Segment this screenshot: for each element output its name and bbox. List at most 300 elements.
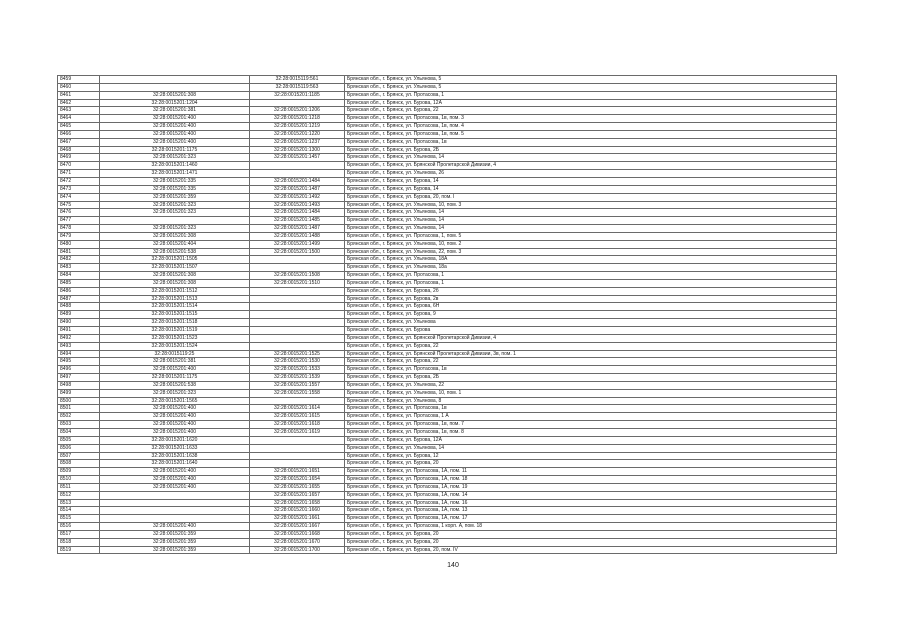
row-number-cell: 8487 [58,295,100,303]
table-row [58,530,837,538]
parcel-number-cell: 32:28:0015201:400 [100,523,250,531]
row-number-cell: 8467 [58,138,100,146]
object-number-cell: 32:28:0015201:1219 [250,123,345,131]
object-number-cell: 32:28:0015201:1525 [250,350,345,358]
row-number-cell: 8494 [58,350,100,358]
parcel-number-cell: 32:28:0015201:381 [100,358,250,366]
object-number-cell: 32:28:0015201:1457 [250,154,345,162]
address-cell: Брянская обл., г. Брянск, ул. Ульянова, 26 [345,170,837,178]
address-cell: Брянская обл., г. Брянск, ул. Ульянова, 14 [345,217,837,225]
table-row [58,99,837,107]
table-row [58,515,837,523]
table-row [58,225,837,233]
row-number-cell: 8502 [58,413,100,421]
object-number-cell [250,342,345,350]
object-number-cell: 32:28:0015201:1508 [250,272,345,280]
page-number: 140 [447,562,459,569]
object-number-cell: 32:28:0015201:1661 [250,515,345,523]
row-number-cell: 8492 [58,334,100,342]
row-number-cell: 8506 [58,444,100,452]
table-row [58,342,837,350]
address-cell: Брянская обл., г. Брянск, ул. Протасова, 1 [345,279,837,287]
table-row [58,83,837,91]
address-cell: Брянская обл., г. Брянск, ул. Протасова, 1в [345,138,837,146]
object-number-cell: 32:28:0015201:1499 [250,240,345,248]
row-number-cell: 8491 [58,327,100,335]
object-number-cell: 32:28:0015201:1668 [250,530,345,538]
object-number-cell: 32:28:0015201:1700 [250,546,345,554]
row-number-cell: 8500 [58,397,100,405]
table-row [58,405,837,413]
object-number-cell: 32:28:0015201:1218 [250,115,345,123]
parcel-number-cell: 32:28:0015201:1518 [100,319,250,327]
object-number-cell: 32:28:0015201:1300 [250,146,345,154]
row-number-cell: 8480 [58,240,100,248]
row-number-cell: 8489 [58,311,100,319]
address-cell: Брянская обл., г. Брянск, ул. Ульянова, 18а [345,264,837,272]
object-number-cell: 32:28:0015201:1487 [250,225,345,233]
object-number-cell: 32:28:0015201:1654 [250,476,345,484]
object-number-cell [250,264,345,272]
row-number-cell: 8477 [58,217,100,225]
address-cell: Брянская обл., г. Брянск, ул. Протасова, 1А, пом. 16 [345,499,837,507]
object-number-cell: 32:28:0015201:1487 [250,185,345,193]
parcel-number-cell: 32:28:0015201:1523 [100,334,250,342]
table-row [58,201,837,209]
row-number-cell: 8471 [58,170,100,178]
address-cell: Брянская обл., г. Брянск, ул. Ульянова, 22 [345,381,837,389]
address-cell: Брянская обл., г. Брянск, ул. Протасова, 1А, пом. 17 [345,515,837,523]
parcel-number-cell: 32:28:0015201:323 [100,389,250,397]
table-row [58,170,837,178]
address-cell: Брянская обл., г. Брянск, ул. Протасова, 1в [345,366,837,374]
parcel-number-cell: 32:28:0015201:323 [100,154,250,162]
parcel-number-cell: 32:28:0015201:335 [100,185,250,193]
table-row [58,295,837,303]
parcel-number-cell: 32:28:0015201:1524 [100,342,250,350]
table-row [58,193,837,201]
row-number-cell: 8503 [58,421,100,429]
registry-table-container [57,75,836,554]
address-cell: Брянская обл., г. Брянск, ул. Протасова, 1в, пом. 7 [345,421,837,429]
row-number-cell: 8496 [58,366,100,374]
address-cell: Брянская обл., г. Брянск, ул. Протасова, 1 [345,91,837,99]
row-number-cell: 8461 [58,91,100,99]
object-number-cell: 32:28:0015201:1619 [250,428,345,436]
parcel-number-cell: 32:28:0015201:400 [100,476,250,484]
object-number-cell: 32:28:0015201:1657 [250,491,345,499]
object-number-cell [250,327,345,335]
address-cell: Брянская обл., г. Брянск, ул. Бурова, 22 [345,358,837,366]
parcel-number-cell [100,83,250,91]
table-row [58,248,837,256]
address-cell: Брянская обл., г. Брянск, ул. Бурова [345,327,837,335]
table-row [58,491,837,499]
address-cell: Брянская обл., г. Брянск, ул. Ульянова, 14 [345,209,837,217]
parcel-number-cell: 32:28:0015201:323 [100,209,250,217]
table-row [58,421,837,429]
row-number-cell: 8517 [58,530,100,538]
address-cell: Брянская обл., г. Брянск, ул. Протасова, 1 корп. А, пом. 18 [345,523,837,531]
parcel-number-cell: 32:28:0015201:381 [100,107,250,115]
address-cell: Брянская обл., г. Брянск, ул. Ульянова, 10, пом. 3 [345,201,837,209]
object-number-cell: 32:28:0015119:563 [250,83,345,91]
object-number-cell [250,460,345,468]
address-cell: Брянская обл., г. Брянск, ул. Протасова, 1в [345,405,837,413]
row-number-cell: 8518 [58,538,100,546]
object-number-cell: 32:28:0015201:1539 [250,374,345,382]
table-row [58,240,837,248]
table-row [58,232,837,240]
row-number-cell: 8483 [58,264,100,272]
parcel-number-cell [100,515,250,523]
table-row [58,366,837,374]
table-row [58,507,837,515]
row-number-cell: 8462 [58,99,100,107]
parcel-number-cell: 32:28:0015201:1512 [100,287,250,295]
parcel-number-cell: 32:28:0015201:1505 [100,256,250,264]
object-number-cell [250,162,345,170]
address-cell: Брянская обл., г. Брянск, ул. Бурова, 12А [345,99,837,107]
table-row [58,130,837,138]
row-number-cell: 8470 [58,162,100,170]
row-number-cell: 8507 [58,452,100,460]
parcel-number-cell: 32:28:0015201:323 [100,201,250,209]
table-row [58,350,837,358]
table-row [58,546,837,554]
parcel-number-cell: 32:28:0015201:1519 [100,327,250,335]
row-number-cell: 8472 [58,177,100,185]
object-number-cell: 32:28:0015201:1557 [250,381,345,389]
row-number-cell: 8508 [58,460,100,468]
parcel-number-cell: 32:28:0015201:400 [100,366,250,374]
address-cell: Брянская обл., г. Брянск, ул. Бурова, 9 [345,311,837,319]
object-number-cell: 32:28:0015119:561 [250,76,345,84]
parcel-number-cell: 32:28:0015201:308 [100,91,250,99]
parcel-number-cell: 32:28:0015201:400 [100,138,250,146]
row-number-cell: 8466 [58,130,100,138]
row-number-cell: 8463 [58,107,100,115]
object-number-cell [250,436,345,444]
address-cell: Брянская обл., г. Брянск, ул. Бурова, 2Б [345,374,837,382]
table-row [58,468,837,476]
parcel-number-cell: 32:28:0015201:323 [100,225,250,233]
parcel-number-cell: 32:28:0015201:1633 [100,444,250,452]
table-row [58,452,837,460]
object-number-cell: 32:28:0015201:1484 [250,209,345,217]
parcel-number-cell: 32:28:0015201:1204 [100,99,250,107]
row-number-cell: 8519 [58,546,100,554]
row-number-cell: 8511 [58,483,100,491]
object-number-cell [250,99,345,107]
row-number-cell: 8485 [58,279,100,287]
parcel-number-cell: 32:28:0015201:359 [100,538,250,546]
table-row [58,123,837,131]
parcel-number-cell: 32:28:0015201:1640 [100,460,250,468]
object-number-cell [250,311,345,319]
address-cell: Брянская обл., г. Брянск, ул. Ульянова, 10, пом. 2 [345,240,837,248]
table-row [58,162,837,170]
object-number-cell: 32:28:0015201:1618 [250,421,345,429]
table-row [58,436,837,444]
parcel-number-cell [100,491,250,499]
parcel-number-cell: 32:28:0015201:308 [100,279,250,287]
address-cell: Брянская обл., г. Брянск, ул. Бурова, 22 [345,342,837,350]
address-cell: Брянская обл., г. Брянск, ул. Бурова, 20 [345,530,837,538]
address-cell: Брянская обл., г. Брянск, ул. Ульянова, 22, пом. 3 [345,248,837,256]
parcel-number-cell: 32:28:0015201:404 [100,240,250,248]
address-cell: Брянская обл., г. Брянск, ул. Протасова, 1 А [345,413,837,421]
parcel-number-cell: 32:28:0015201:400 [100,483,250,491]
object-number-cell [250,319,345,327]
address-cell: Брянская обл., г. Брянск, ул. Протасова, 1 [345,272,837,280]
table-row [58,483,837,491]
object-number-cell: 32:28:0015201:1670 [250,538,345,546]
row-number-cell: 8484 [58,272,100,280]
address-cell: Брянская обл., г. Брянск, ул. Бурова, 6Н [345,303,837,311]
table-row [58,389,837,397]
object-number-cell [250,444,345,452]
row-number-cell: 8510 [58,476,100,484]
parcel-number-cell: 32:28:0015201:400 [100,413,250,421]
row-number-cell: 8504 [58,428,100,436]
row-number-cell: 8495 [58,358,100,366]
object-number-cell: 32:28:0015201:1484 [250,177,345,185]
parcel-number-cell: 32:28:0015201:400 [100,468,250,476]
object-number-cell: 32:28:0015201:1615 [250,413,345,421]
row-number-cell: 8513 [58,499,100,507]
row-number-cell: 8473 [58,185,100,193]
object-number-cell: 32:28:0015201:1237 [250,138,345,146]
parcel-number-cell: 32:28:0015201:400 [100,130,250,138]
table-row [58,523,837,531]
address-cell: Брянская обл., г. Брянск, ул. Бурова, 12А [345,436,837,444]
parcel-number-cell: 32:28:0015201:308 [100,272,250,280]
row-number-cell: 8490 [58,319,100,327]
row-number-cell: 8486 [58,287,100,295]
parcel-number-cell: 32:28:0015201:1515 [100,311,250,319]
table-row [58,115,837,123]
parcel-number-cell [100,507,250,515]
object-number-cell [250,295,345,303]
row-number-cell: 8465 [58,123,100,131]
parcel-number-cell: 32:28:0015201:1620 [100,436,250,444]
address-cell: Брянская обл., г. Брянск, ул. Бурова, 20 [345,460,837,468]
address-cell: Брянская обл., г. Брянск, ул. Ульянова, 14 [345,225,837,233]
row-number-cell: 8488 [58,303,100,311]
object-number-cell: 32:28:0015201:1510 [250,279,345,287]
object-number-cell: 32:28:0015201:1660 [250,507,345,515]
object-number-cell: 32:28:0015201:1500 [250,248,345,256]
row-number-cell: 8505 [58,436,100,444]
table-row [58,499,837,507]
row-number-cell: 8498 [58,381,100,389]
object-number-cell [250,256,345,264]
parcel-number-cell: 32:28:0015201:538 [100,248,250,256]
table-row [58,397,837,405]
address-cell: Брянская обл., г. Брянск, ул. Ульянова, 14 [345,154,837,162]
parcel-number-cell: 32:28:0015201:335 [100,177,250,185]
address-cell: Брянская обл., г. Брянск, ул. Протасова, 1А, пом. 14 [345,491,837,499]
object-number-cell: 32:28:0015201:1220 [250,130,345,138]
address-cell: Брянская обл., г. Брянск, ул. Бурова, 12 [345,452,837,460]
table-row [58,460,837,468]
object-number-cell: 32:28:0015201:1658 [250,499,345,507]
row-number-cell: 8481 [58,248,100,256]
address-cell: Брянская обл., г. Брянск, ул. Протасова, 1А, пом. 13 [345,507,837,515]
address-cell: Брянская обл., г. Брянск, ул. Бурова, 14 [345,177,837,185]
table-row [58,538,837,546]
address-cell: Брянская обл., г. Брянск, ул. Протасова, 1в, пом. 3 [345,115,837,123]
object-number-cell [250,303,345,311]
table-row [58,311,837,319]
table-row [58,287,837,295]
parcel-number-cell: 32:28:0015201:359 [100,546,250,554]
object-number-cell: 32:28:0015201:1655 [250,483,345,491]
address-cell: Брянская обл., г. Брянск, ул. Ульянова, 10, пом. 1 [345,389,837,397]
row-number-cell: 8516 [58,523,100,531]
address-cell: Брянская обл., г. Брянск, ул. Брянской Пролетарской Дивизии, 3в, пом. 1 [345,350,837,358]
address-cell: Брянская обл., г. Брянск, ул. Бурова, 2Б [345,146,837,154]
row-number-cell: 8460 [58,83,100,91]
row-number-cell: 8475 [58,201,100,209]
object-number-cell: 32:28:0015201:1492 [250,193,345,201]
table-row [58,76,837,84]
row-number-cell: 8459 [58,76,100,84]
row-number-cell: 8478 [58,225,100,233]
object-number-cell [250,397,345,405]
row-number-cell: 8464 [58,115,100,123]
table-row [58,185,837,193]
address-cell: Брянская обл., г. Брянск, ул. Протасова, 1А, пом. 11 [345,468,837,476]
parcel-number-cell: 32:28:0015201:359 [100,530,250,538]
row-number-cell: 8515 [58,515,100,523]
object-number-cell: 32:28:0015201:1558 [250,389,345,397]
row-number-cell: 8501 [58,405,100,413]
row-number-cell: 8469 [58,154,100,162]
table-row [58,209,837,217]
row-number-cell: 8514 [58,507,100,515]
object-number-cell [250,452,345,460]
object-number-cell: 32:28:0015201:1530 [250,358,345,366]
object-number-cell: 32:28:0015201:1185 [250,91,345,99]
parcel-number-cell: 32:28:0015201:1514 [100,303,250,311]
address-cell: Брянская обл., г. Брянск, ул. Бурова, 20, пом. I [345,193,837,201]
parcel-number-cell: 32:28:0015201:1175 [100,374,250,382]
row-number-cell: 8476 [58,209,100,217]
parcel-number-cell [100,499,250,507]
table-row [58,138,837,146]
object-number-cell: 32:28:0015201:1493 [250,201,345,209]
table-row [58,334,837,342]
parcel-number-cell: 32:28:0015201:359 [100,193,250,201]
object-number-cell: 32:28:0015201:1651 [250,468,345,476]
table-row [58,476,837,484]
row-number-cell: 8509 [58,468,100,476]
table-row [58,374,837,382]
row-number-cell: 8512 [58,491,100,499]
parcel-number-cell: 32:28:0015119:25 [100,350,250,358]
table-row [58,217,837,225]
parcel-number-cell: 32:28:0015201:400 [100,428,250,436]
row-number-cell: 8482 [58,256,100,264]
address-cell: Брянская обл., г. Брянск, ул. Бурова, 2в [345,295,837,303]
object-number-cell: 32:28:0015201:1667 [250,523,345,531]
address-cell: Брянская обл., г. Брянск, ул. Бурова, 20 [345,538,837,546]
address-cell: Брянская обл., г. Брянск, ул. Бурова, 20, пом. IV [345,546,837,554]
table-row [58,146,837,154]
registry-table-body [58,76,837,554]
table-row [58,303,837,311]
table-row [58,381,837,389]
parcel-number-cell: 32:28:0015201:1507 [100,264,250,272]
address-cell: Брянская обл., г. Брянск, ул. Протасова, 1в, пом. 4 [345,123,837,131]
table-row [58,272,837,280]
table-row [58,177,837,185]
row-number-cell: 8474 [58,193,100,201]
parcel-number-cell: 32:28:0015201:1565 [100,397,250,405]
address-cell: Брянская обл., г. Брянск, ул. Протасова, 1А, пом. 18 [345,476,837,484]
table-row [58,428,837,436]
address-cell: Брянская обл., г. Брянск, ул. Ульянова, 14 [345,444,837,452]
parcel-number-cell: 32:28:0015201:1471 [100,170,250,178]
address-cell: Брянская обл., г. Брянск, ул. Ульянова, 8 [345,397,837,405]
object-number-cell: 32:28:0015201:1488 [250,232,345,240]
table-row [58,154,837,162]
object-number-cell [250,334,345,342]
address-cell: Брянская обл., г. Брянск, ул. Протасова, 1в, пом. 5 [345,130,837,138]
table-row [58,279,837,287]
address-cell: Брянская обл., г. Брянск, ул. Ульянова [345,319,837,327]
object-number-cell: 32:28:0015201:1614 [250,405,345,413]
parcel-number-cell: 32:28:0015201:538 [100,381,250,389]
object-number-cell [250,287,345,295]
object-number-cell [250,170,345,178]
row-number-cell: 8499 [58,389,100,397]
registry-table [57,75,837,554]
row-number-cell: 8493 [58,342,100,350]
parcel-number-cell [100,217,250,225]
object-number-cell: 32:28:0015201:1533 [250,366,345,374]
table-row [58,327,837,335]
parcel-number-cell: 32:28:0015201:1175 [100,146,250,154]
address-cell: Брянская обл., г. Брянск, ул. Бурова, 14 [345,185,837,193]
table-row [58,444,837,452]
address-cell: Брянская обл., г. Брянск, ул. Протасова, 1в, пом. 8 [345,428,837,436]
address-cell: Брянская обл., г. Брянск, ул. Ульянова, 5 [345,76,837,84]
object-number-cell: 32:28:0015201:1485 [250,217,345,225]
table-row [58,264,837,272]
table-row [58,413,837,421]
parcel-number-cell: 32:28:0015201:400 [100,405,250,413]
parcel-number-cell [100,76,250,84]
table-row [58,319,837,327]
parcel-number-cell: 32:28:0015201:1513 [100,295,250,303]
address-cell: Брянская обл., г. Брянск, ул. Бурова, 22 [345,107,837,115]
address-cell: Брянская обл., г. Брянск, ул. Брянской Пролетарской Дивизии, 4 [345,334,837,342]
parcel-number-cell: 32:28:0015201:308 [100,232,250,240]
parcel-number-cell: 32:28:0015201:1638 [100,452,250,460]
table-row [58,91,837,99]
address-cell: Брянская обл., г. Брянск, ул. Брянской Пролетарской Дивизии, 4 [345,162,837,170]
parcel-number-cell: 32:28:0015201:400 [100,115,250,123]
address-cell: Брянская обл., г. Брянск, ул. Бурова, 2б [345,287,837,295]
table-row [58,358,837,366]
table-row [58,256,837,264]
row-number-cell: 8497 [58,374,100,382]
row-number-cell: 8468 [58,146,100,154]
object-number-cell: 32:28:0015201:1206 [250,107,345,115]
